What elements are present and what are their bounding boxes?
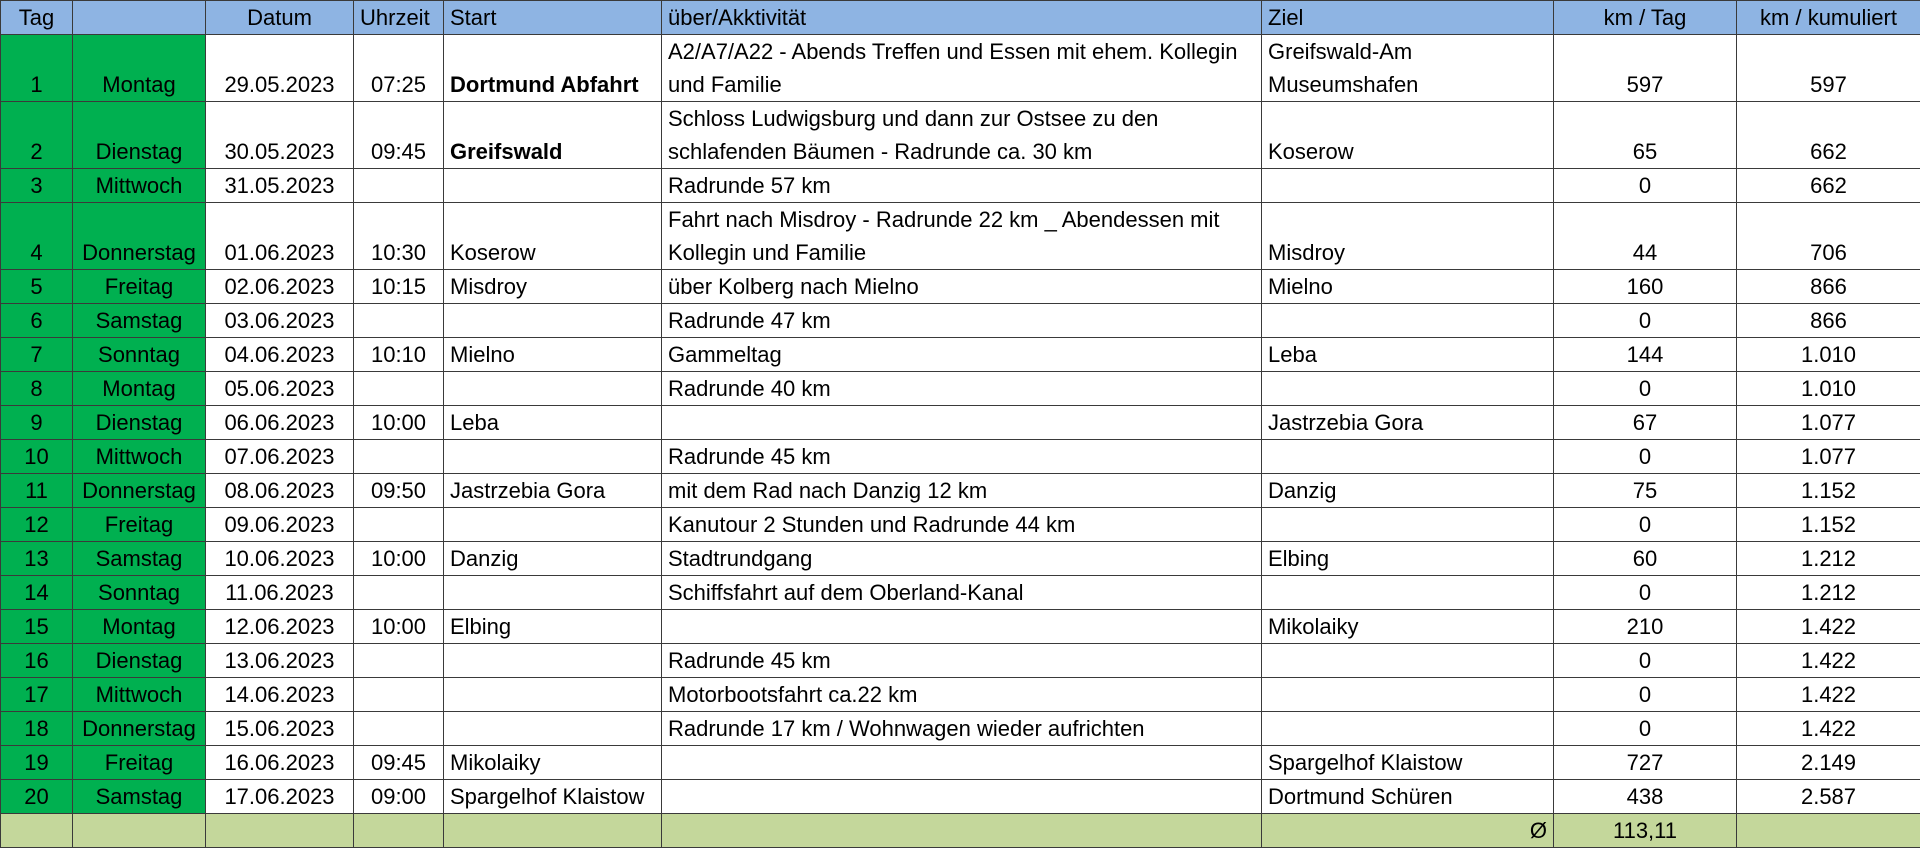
destination-cell: Greifswald-Am Museumshafen xyxy=(1262,35,1554,102)
km-cumulative-cell: 662 xyxy=(1737,102,1920,169)
activity-cell: Gammeltag xyxy=(662,338,1262,372)
weekday-cell: Montag xyxy=(73,372,206,406)
activity-cell: Kanutour 2 Stunden und Radrunde 44 km xyxy=(662,508,1262,542)
header-km-tag: km / Tag xyxy=(1554,1,1737,35)
km-day-cell: 44 xyxy=(1554,203,1737,270)
day-number-cell: 8 xyxy=(1,372,73,406)
start-cell xyxy=(444,440,662,474)
start-cell xyxy=(444,508,662,542)
activity-cell: Radrunde 40 km xyxy=(662,372,1262,406)
day-number-cell: 20 xyxy=(1,780,73,814)
date-cell: 14.06.2023 xyxy=(206,678,354,712)
start-cell: Mikolaiky xyxy=(444,746,662,780)
header-ziel: Ziel xyxy=(1262,1,1554,35)
start-cell xyxy=(444,372,662,406)
destination-cell xyxy=(1262,644,1554,678)
table-row xyxy=(1,678,1920,712)
destination-cell: Mikolaiky xyxy=(1262,610,1554,644)
table-row xyxy=(1,270,1920,304)
date-cell: 01.06.2023 xyxy=(206,203,354,270)
activity-cell xyxy=(662,610,1262,644)
destination-cell: Spargelhof Klaistow xyxy=(1262,746,1554,780)
day-number-cell: 1 xyxy=(1,35,73,102)
date-cell: 12.06.2023 xyxy=(206,610,354,644)
activity-cell: Radrunde 45 km xyxy=(662,644,1262,678)
table-row xyxy=(1,304,1920,338)
date-cell: 09.06.2023 xyxy=(206,508,354,542)
date-cell: 02.06.2023 xyxy=(206,270,354,304)
header-km-kumuliert: km / kumuliert xyxy=(1737,1,1920,35)
table-body xyxy=(1,35,1920,814)
km-cumulative-cell: 1.152 xyxy=(1737,474,1920,508)
day-number-cell: 5 xyxy=(1,270,73,304)
destination-cell xyxy=(1262,304,1554,338)
table-row xyxy=(1,644,1920,678)
km-cumulative-cell: 706 xyxy=(1737,203,1920,270)
activity-cell: Motorbootsfahrt ca.22 km xyxy=(662,678,1262,712)
start-cell xyxy=(444,576,662,610)
day-number-cell: 9 xyxy=(1,406,73,440)
start-cell xyxy=(444,644,662,678)
table-row xyxy=(1,508,1920,542)
footer-cell xyxy=(444,814,662,848)
km-cumulative-cell: 1.422 xyxy=(1737,712,1920,746)
km-day-cell: 0 xyxy=(1554,576,1737,610)
activity-cell: Fahrt nach Misdroy - Radrunde 22 km _ Abendessen mit Kollegin und Familie xyxy=(662,203,1262,270)
destination-cell xyxy=(1262,372,1554,406)
date-cell: 10.06.2023 xyxy=(206,542,354,576)
day-number-cell: 3 xyxy=(1,169,73,203)
date-cell: 08.06.2023 xyxy=(206,474,354,508)
activity-cell: über Kolberg nach Mielno xyxy=(662,270,1262,304)
km-day-cell: 0 xyxy=(1554,440,1737,474)
start-cell xyxy=(444,678,662,712)
table-row xyxy=(1,169,1920,203)
km-cumulative-cell: 1.010 xyxy=(1737,338,1920,372)
destination-cell: Jastrzebia Gora xyxy=(1262,406,1554,440)
km-day-cell: 0 xyxy=(1554,508,1737,542)
date-cell: 16.06.2023 xyxy=(206,746,354,780)
activity-cell: Radrunde 45 km xyxy=(662,440,1262,474)
table-row xyxy=(1,542,1920,576)
time-cell: 10:15 xyxy=(354,270,444,304)
time-cell xyxy=(354,678,444,712)
start-cell: Leba xyxy=(444,406,662,440)
time-cell xyxy=(354,712,444,746)
day-number-cell: 4 xyxy=(1,203,73,270)
activity-cell xyxy=(662,746,1262,780)
activity-cell: Stadtrundgang xyxy=(662,542,1262,576)
weekday-cell: Samstag xyxy=(73,780,206,814)
km-cumulative-cell: 1.010 xyxy=(1737,372,1920,406)
footer-cell xyxy=(73,814,206,848)
date-cell: 05.06.2023 xyxy=(206,372,354,406)
km-cumulative-cell: 1.077 xyxy=(1737,406,1920,440)
time-cell: 09:50 xyxy=(354,474,444,508)
destination-cell xyxy=(1262,440,1554,474)
km-day-cell: 67 xyxy=(1554,406,1737,440)
table-row xyxy=(1,440,1920,474)
km-day-cell: 210 xyxy=(1554,610,1737,644)
weekday-cell: Donnerstag xyxy=(73,474,206,508)
header-aktivitaet: über/Akktivität xyxy=(662,1,1262,35)
start-cell xyxy=(444,169,662,203)
km-day-cell: 0 xyxy=(1554,644,1737,678)
weekday-cell: Donnerstag xyxy=(73,203,206,270)
km-cumulative-cell: 597 xyxy=(1737,35,1920,102)
date-cell: 03.06.2023 xyxy=(206,304,354,338)
time-cell xyxy=(354,644,444,678)
footer-cell xyxy=(1,814,73,848)
header-uhrzeit: Uhrzeit xyxy=(354,1,444,35)
table-row xyxy=(1,746,1920,780)
day-number-cell: 18 xyxy=(1,712,73,746)
activity-cell xyxy=(662,406,1262,440)
km-day-cell: 0 xyxy=(1554,169,1737,203)
km-cumulative-cell: 1.152 xyxy=(1737,508,1920,542)
km-cumulative-cell: 2.149 xyxy=(1737,746,1920,780)
activity-cell: Radrunde 47 km xyxy=(662,304,1262,338)
destination-cell: Koserow xyxy=(1262,102,1554,169)
km-cumulative-cell: 1.077 xyxy=(1737,440,1920,474)
header-start: Start xyxy=(444,1,662,35)
date-cell: 17.06.2023 xyxy=(206,780,354,814)
destination-cell: Elbing xyxy=(1262,542,1554,576)
date-cell: 15.06.2023 xyxy=(206,712,354,746)
table-row xyxy=(1,102,1920,169)
time-cell xyxy=(354,169,444,203)
date-cell: 29.05.2023 xyxy=(206,35,354,102)
time-cell: 10:00 xyxy=(354,610,444,644)
day-number-cell: 16 xyxy=(1,644,73,678)
table-row xyxy=(1,203,1920,270)
destination-cell xyxy=(1262,508,1554,542)
weekday-cell: Montag xyxy=(73,35,206,102)
weekday-cell: Sonntag xyxy=(73,338,206,372)
destination-cell: Danzig xyxy=(1262,474,1554,508)
km-day-cell: 65 xyxy=(1554,102,1737,169)
time-cell xyxy=(354,576,444,610)
km-cumulative-cell: 2.587 xyxy=(1737,780,1920,814)
km-cumulative-cell: 866 xyxy=(1737,304,1920,338)
km-day-cell: 438 xyxy=(1554,780,1737,814)
weekday-cell: Freitag xyxy=(73,270,206,304)
destination-cell xyxy=(1262,678,1554,712)
table-row xyxy=(1,712,1920,746)
start-cell: Koserow xyxy=(444,203,662,270)
activity-cell: Radrunde 17 km / Wohnwagen wieder aufrichten xyxy=(662,712,1262,746)
footer-cell xyxy=(1737,814,1920,848)
weekday-cell: Sonntag xyxy=(73,576,206,610)
weekday-cell: Mittwoch xyxy=(73,440,206,474)
weekday-cell: Dienstag xyxy=(73,644,206,678)
time-cell xyxy=(354,304,444,338)
header-datum: Datum xyxy=(206,1,354,35)
time-cell: 10:10 xyxy=(354,338,444,372)
activity-cell: Schiffsfahrt auf dem Oberland-Kanal xyxy=(662,576,1262,610)
weekday-cell: Samstag xyxy=(73,542,206,576)
time-cell: 10:00 xyxy=(354,542,444,576)
km-day-cell: 0 xyxy=(1554,304,1737,338)
time-cell: 09:45 xyxy=(354,746,444,780)
start-cell: Danzig xyxy=(444,542,662,576)
date-cell: 07.06.2023 xyxy=(206,440,354,474)
footer-row xyxy=(1,814,1920,848)
km-cumulative-cell: 1.422 xyxy=(1737,610,1920,644)
day-number-cell: 11 xyxy=(1,474,73,508)
km-cumulative-cell: 866 xyxy=(1737,270,1920,304)
date-cell: 11.06.2023 xyxy=(206,576,354,610)
time-cell: 10:30 xyxy=(354,203,444,270)
header-tag: Tag xyxy=(1,1,73,35)
km-cumulative-cell: 1.422 xyxy=(1737,644,1920,678)
day-number-cell: 15 xyxy=(1,610,73,644)
day-number-cell: 6 xyxy=(1,304,73,338)
weekday-cell: Mittwoch xyxy=(73,678,206,712)
start-cell: Elbing xyxy=(444,610,662,644)
footer-cell xyxy=(206,814,354,848)
destination-cell xyxy=(1262,169,1554,203)
day-number-cell: 13 xyxy=(1,542,73,576)
date-cell: 31.05.2023 xyxy=(206,169,354,203)
km-cumulative-cell: 662 xyxy=(1737,169,1920,203)
footer-cell xyxy=(662,814,1262,848)
table-row xyxy=(1,338,1920,372)
km-day-cell: 160 xyxy=(1554,270,1737,304)
destination-cell: Dortmund Schüren xyxy=(1262,780,1554,814)
start-cell: Mielno xyxy=(444,338,662,372)
date-cell: 04.06.2023 xyxy=(206,338,354,372)
day-number-cell: 12 xyxy=(1,508,73,542)
start-cell: Dortmund Abfahrt xyxy=(444,35,662,102)
table-row xyxy=(1,576,1920,610)
start-cell: Greifswald xyxy=(444,102,662,169)
activity-cell: mit dem Rad nach Danzig 12 km xyxy=(662,474,1262,508)
date-cell: 13.06.2023 xyxy=(206,644,354,678)
activity-cell: Schloss Ludwigsburg und dann zur Ostsee zu den schlafenden Bäumen - Radrunde ca. 30 km xyxy=(662,102,1262,169)
weekday-cell: Montag xyxy=(73,610,206,644)
activity-cell xyxy=(662,780,1262,814)
km-day-cell: 60 xyxy=(1554,542,1737,576)
km-cumulative-cell: 1.212 xyxy=(1737,576,1920,610)
table-row xyxy=(1,35,1920,102)
day-number-cell: 17 xyxy=(1,678,73,712)
destination-cell: Leba xyxy=(1262,338,1554,372)
table-row xyxy=(1,372,1920,406)
header-row xyxy=(1,1,1920,35)
destination-cell xyxy=(1262,576,1554,610)
weekday-cell: Freitag xyxy=(73,746,206,780)
km-day-cell: 727 xyxy=(1554,746,1737,780)
start-cell: Jastrzebia Gora xyxy=(444,474,662,508)
weekday-cell: Donnerstag xyxy=(73,712,206,746)
date-cell: 06.06.2023 xyxy=(206,406,354,440)
km-day-cell: 0 xyxy=(1554,372,1737,406)
destination-cell xyxy=(1262,712,1554,746)
day-number-cell: 14 xyxy=(1,576,73,610)
weekday-cell: Freitag xyxy=(73,508,206,542)
weekday-cell: Dienstag xyxy=(73,406,206,440)
weekday-cell: Dienstag xyxy=(73,102,206,169)
header-weekday xyxy=(73,1,206,35)
time-cell xyxy=(354,372,444,406)
day-number-cell: 19 xyxy=(1,746,73,780)
time-cell: 07:25 xyxy=(354,35,444,102)
start-cell xyxy=(444,712,662,746)
time-cell: 09:45 xyxy=(354,102,444,169)
km-cumulative-cell: 1.422 xyxy=(1737,678,1920,712)
km-day-cell: 597 xyxy=(1554,35,1737,102)
km-day-cell: 75 xyxy=(1554,474,1737,508)
average-km-value: 113,11 xyxy=(1554,814,1737,848)
table-row xyxy=(1,406,1920,440)
km-day-cell: 0 xyxy=(1554,712,1737,746)
activity-cell: Radrunde 57 km xyxy=(662,169,1262,203)
table-row xyxy=(1,610,1920,644)
footer-cell xyxy=(354,814,444,848)
average-symbol: Ø xyxy=(1262,814,1554,848)
table-row xyxy=(1,780,1920,814)
km-cumulative-cell: 1.212 xyxy=(1737,542,1920,576)
time-cell: 09:00 xyxy=(354,780,444,814)
time-cell xyxy=(354,508,444,542)
time-cell: 10:00 xyxy=(354,406,444,440)
day-number-cell: 10 xyxy=(1,440,73,474)
activity-cell: A2/A7/A22 - Abends Treffen und Essen mit ehem. Kollegin und Familie xyxy=(662,35,1262,102)
destination-cell: Mielno xyxy=(1262,270,1554,304)
start-cell: Spargelhof Klaistow xyxy=(444,780,662,814)
km-day-cell: 0 xyxy=(1554,678,1737,712)
weekday-cell: Samstag xyxy=(73,304,206,338)
start-cell: Misdroy xyxy=(444,270,662,304)
day-number-cell: 2 xyxy=(1,102,73,169)
table-row xyxy=(1,474,1920,508)
time-cell xyxy=(354,440,444,474)
day-number-cell: 7 xyxy=(1,338,73,372)
km-day-cell: 144 xyxy=(1554,338,1737,372)
start-cell xyxy=(444,304,662,338)
weekday-cell: Mittwoch xyxy=(73,169,206,203)
destination-cell: Misdroy xyxy=(1262,203,1554,270)
date-cell: 30.05.2023 xyxy=(206,102,354,169)
